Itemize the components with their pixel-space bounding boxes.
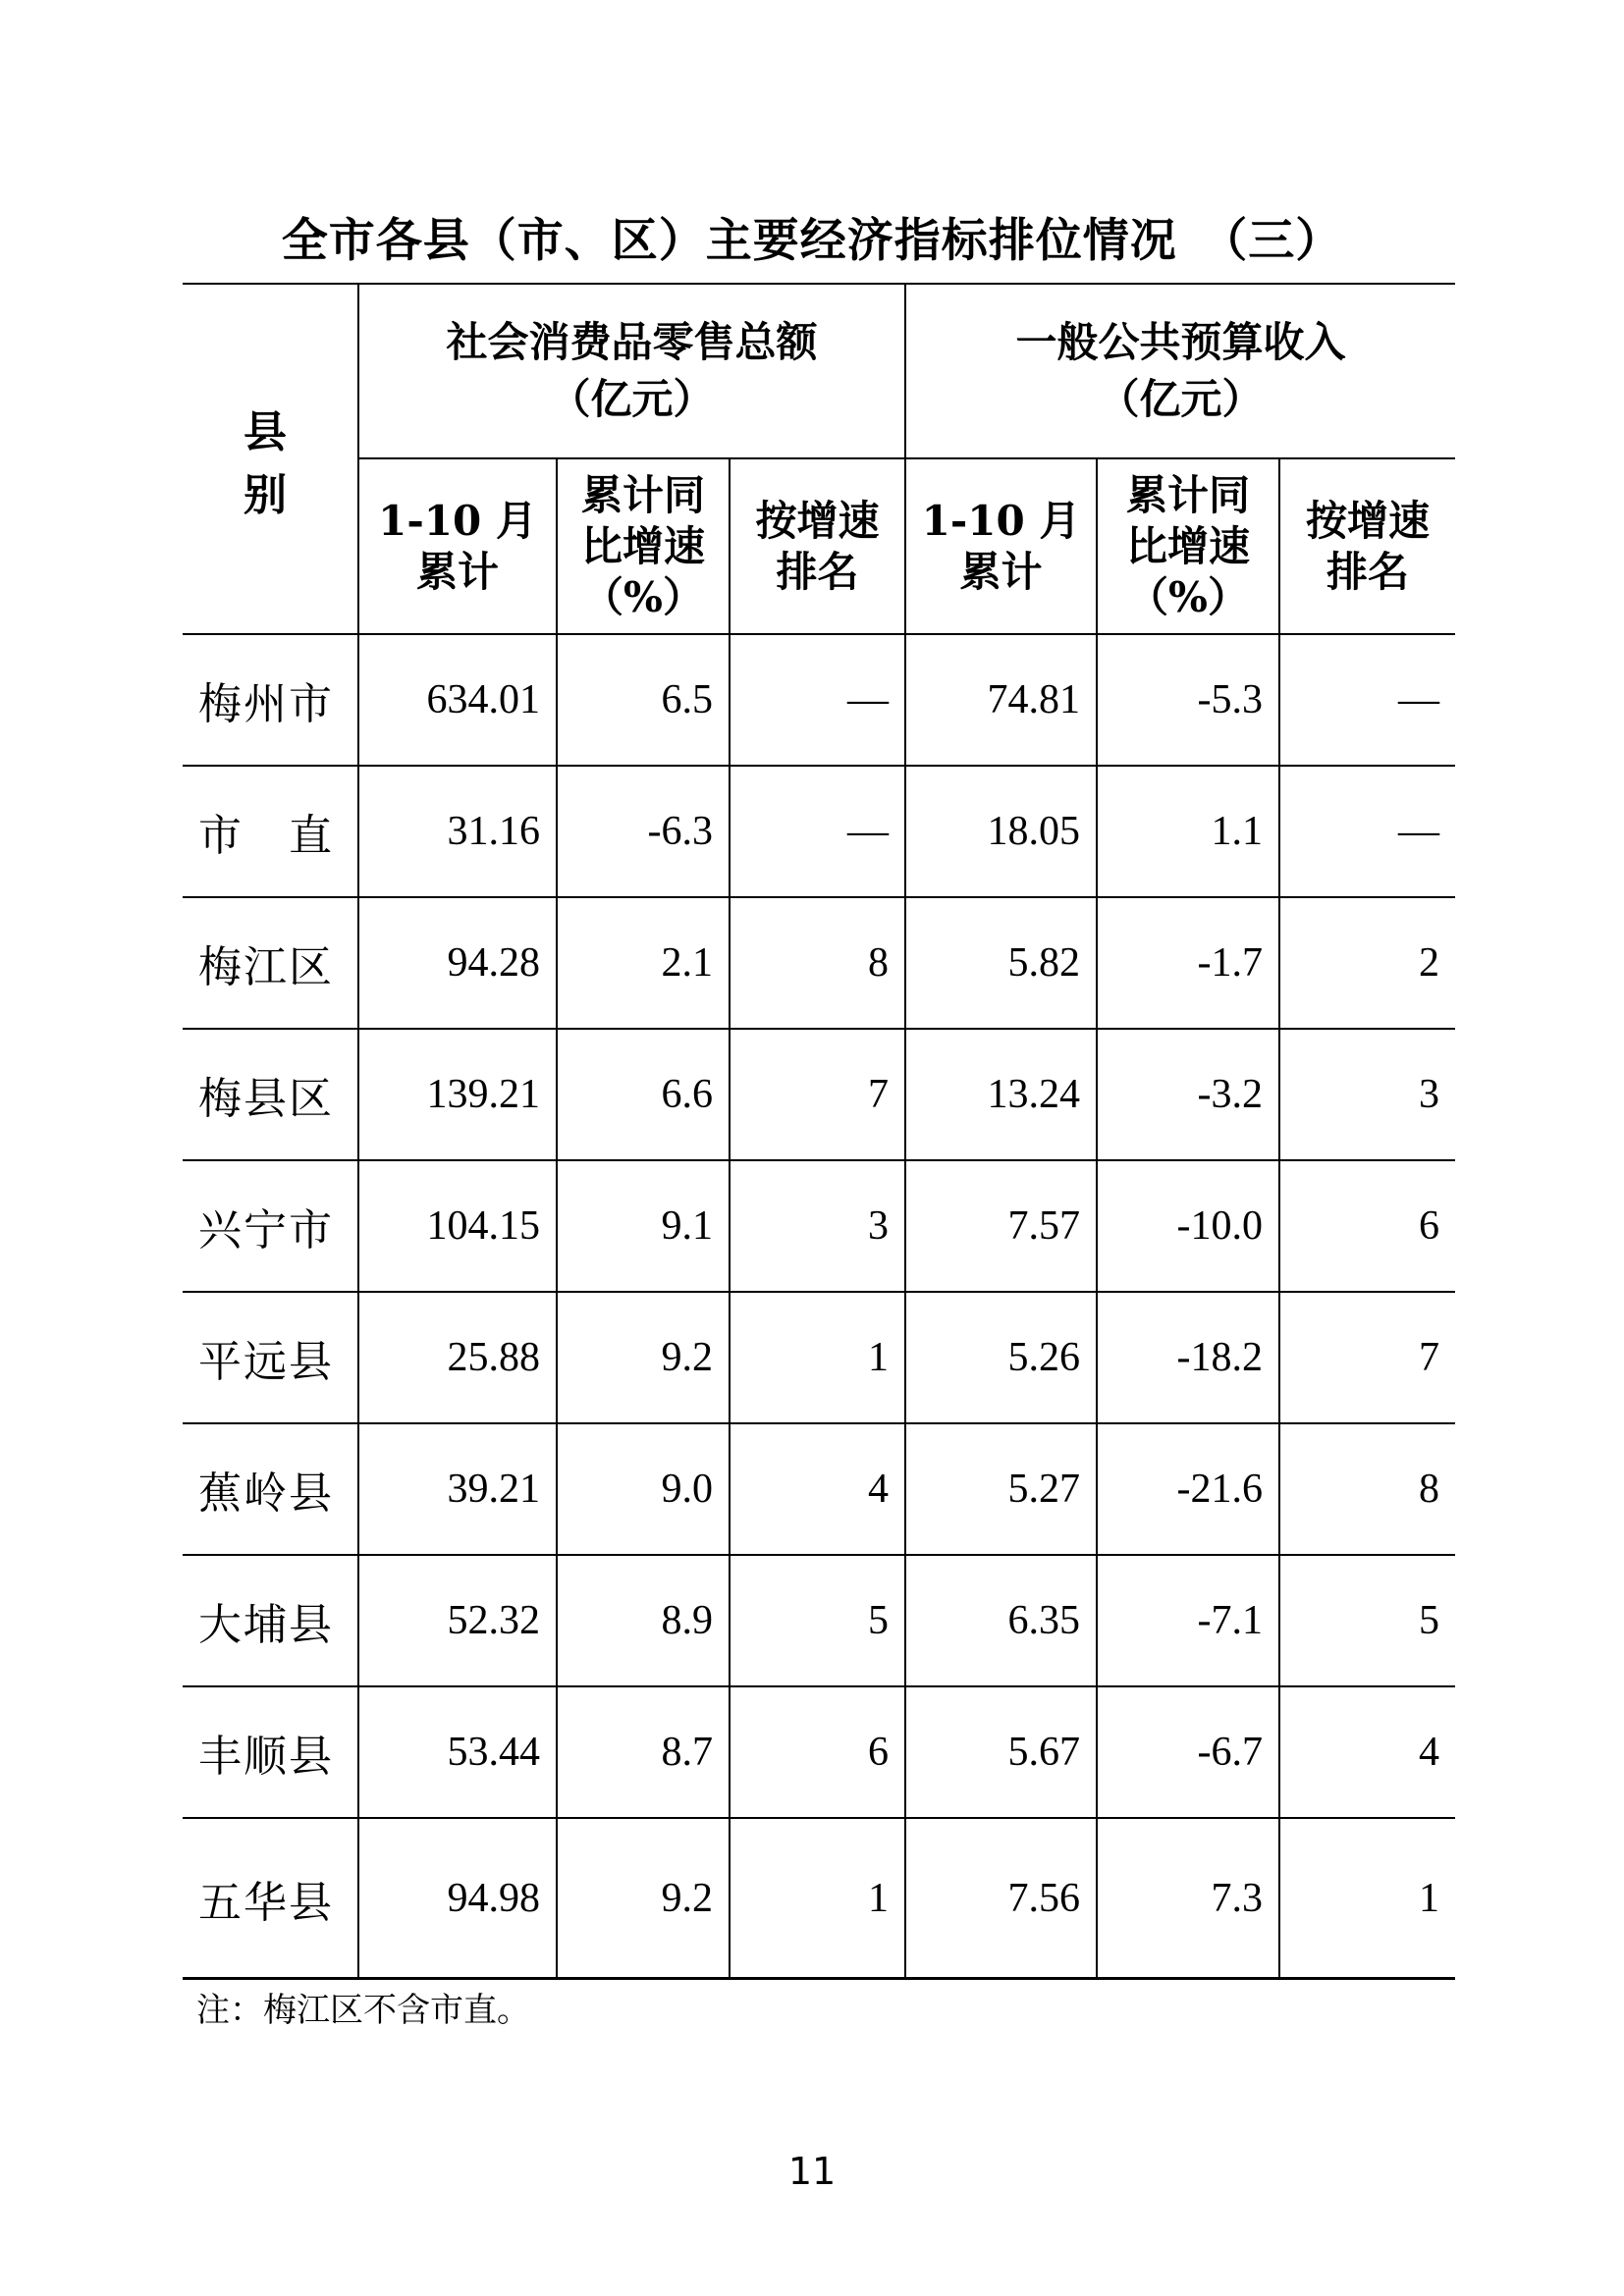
header-text: 排名 [776,547,859,596]
budget-rank: 6 [1279,1160,1455,1292]
budget-cumulative: 7.57 [905,1160,1097,1292]
header-text: 累计同 [580,470,705,519]
budget-cumulative: 5.82 [905,897,1097,1029]
budget-rank: 5 [1279,1555,1455,1686]
header-text: 1-10 月 [378,496,537,545]
retail-growth: -6.3 [557,766,730,897]
retail-cumulative: 53.44 [358,1686,557,1818]
budget-growth: -6.7 [1097,1686,1279,1818]
header-text: 按增速 [755,496,880,545]
retail-cumulative: 94.98 [358,1818,557,1979]
retail-cumulative: 52.32 [358,1555,557,1686]
budget-cumulative: 5.67 [905,1686,1097,1818]
budget-cumulative: 6.35 [905,1555,1097,1686]
county-name: 梅州市 [183,634,358,766]
budget-rank: — [1279,634,1455,766]
budget-cumulative: 5.26 [905,1292,1097,1423]
retail-growth: 8.7 [557,1686,730,1818]
page-number: 11 [787,2150,837,2193]
budget-growth: -3.2 [1097,1029,1279,1160]
budget-growth: -5.3 [1097,634,1279,766]
retail-rank: 7 [730,1029,905,1160]
retail-rank: — [730,634,905,766]
retail-rank: 6 [730,1686,905,1818]
retail-rank: 8 [730,897,905,1029]
budget-rank: 1 [1279,1818,1455,1979]
retail-rank: 1 [730,1818,905,1979]
retail-growth: 9.0 [557,1423,730,1555]
county-name: 平远县 [183,1292,358,1423]
retail-group-header [358,284,905,458]
budget-cumulative: 13.24 [905,1029,1097,1160]
budget-cumulative: 7.56 [905,1818,1097,1979]
retail-group-unit: （亿元） [549,375,715,423]
indicator-table [183,283,1455,1980]
header-text: 1-10 月 [921,496,1081,545]
retail-growth: 2.1 [557,897,730,1029]
retail-cumulative: 104.15 [358,1160,557,1292]
budget-growth: 7.3 [1097,1818,1279,1979]
budget-rank: 8 [1279,1423,1455,1555]
budget-growth: -21.6 [1097,1423,1279,1555]
table-row [183,1029,1455,1160]
retail-rank: 4 [730,1423,905,1555]
table-row [183,634,1455,766]
header-text: （%） [1127,572,1249,621]
budget-growth-header [1097,458,1279,634]
table-row [183,766,1455,897]
table-footnote: 注：梅江区不含市直。 [196,1991,530,2030]
header-row-subcolumns [183,458,1455,634]
retail-growth: 8.9 [557,1555,730,1686]
retail-rank: 5 [730,1555,905,1686]
retail-cumulative: 139.21 [358,1029,557,1160]
table-row [183,1160,1455,1292]
budget-rank: 2 [1279,897,1455,1029]
table-row [183,1555,1455,1686]
retail-growth: 9.1 [557,1160,730,1292]
county-name: 梅江区 [183,897,358,1029]
budget-group-unit: （亿元） [1098,375,1264,423]
retail-cumulative: 39.21 [358,1423,557,1555]
county-name: 丰顺县 [183,1686,358,1818]
retail-rank: — [730,766,905,897]
budget-growth: -10.0 [1097,1160,1279,1292]
retail-growth: 6.6 [557,1029,730,1160]
budget-rank-header [1279,458,1455,634]
budget-cumulative-header [905,458,1097,634]
county-column-header: 县 别 [183,284,358,634]
budget-rank: — [1279,766,1455,897]
header-text: 比增速 [1125,521,1250,570]
header-text: 排名 [1326,547,1410,596]
header-text: 累计 [959,547,1043,596]
header-text: 累计 [415,547,499,596]
header-text: 按增速 [1306,496,1431,545]
county-name: 兴宁市 [183,1160,358,1292]
county-name: 市 直 [183,766,358,897]
county-name: 五华县 [183,1818,358,1979]
retail-cumulative-header [358,458,557,634]
retail-rank: 3 [730,1160,905,1292]
table-row [183,1423,1455,1555]
budget-rank: 3 [1279,1029,1455,1160]
table-row [183,897,1455,1029]
header-text: 比增速 [580,521,705,570]
budget-growth: -18.2 [1097,1292,1279,1423]
budget-cumulative: 18.05 [905,766,1097,897]
county-name: 大埔县 [183,1555,358,1686]
budget-growth: -7.1 [1097,1555,1279,1686]
budget-group-name: 一般公共预算收入 [1015,318,1346,366]
budget-group-header [905,284,1455,458]
retail-cumulative: 31.16 [358,766,557,897]
budget-growth: -1.7 [1097,897,1279,1029]
retail-growth: 9.2 [557,1292,730,1423]
retail-group-name: 社会消费品零售总额 [446,318,818,366]
county-name: 蕉岭县 [183,1423,358,1555]
retail-growth: 6.5 [557,634,730,766]
retail-cumulative: 634.01 [358,634,557,766]
budget-rank: 4 [1279,1686,1455,1818]
header-text: 累计同 [1125,470,1250,519]
table-row [183,1292,1455,1423]
table-row [183,1686,1455,1818]
budget-growth: 1.1 [1097,766,1279,897]
budget-cumulative: 74.81 [905,634,1097,766]
retail-rank-header [730,458,905,634]
retail-rank: 1 [730,1292,905,1423]
retail-growth-header [557,458,730,634]
page-title: 全市各县（市、区）主要经济指标排位情况 （三） [281,214,1343,268]
header-row-groups [183,284,1455,458]
county-name: 梅县区 [183,1029,358,1160]
budget-cumulative: 5.27 [905,1423,1097,1555]
retail-growth: 9.2 [557,1818,730,1979]
retail-cumulative: 94.28 [358,897,557,1029]
retail-cumulative: 25.88 [358,1292,557,1423]
budget-rank: 7 [1279,1292,1455,1423]
table-row [183,1818,1455,1979]
header-text: （%） [582,572,704,621]
